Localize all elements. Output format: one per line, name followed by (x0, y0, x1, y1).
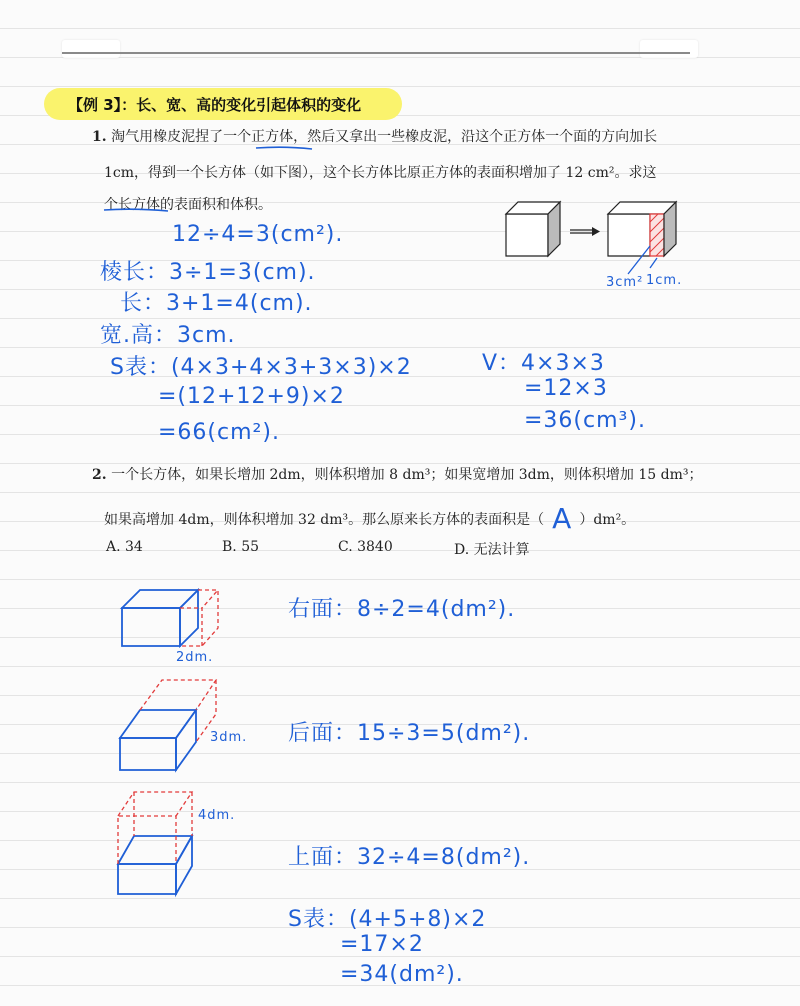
option-b: B. 55 (222, 539, 260, 555)
q2-work-line6: =34(dm²). (340, 962, 464, 987)
option-c: C. 3840 (338, 539, 393, 555)
q1-volume-line2: =12×3 (524, 376, 608, 401)
q1-volume-line1: V：4×3×3 (482, 351, 605, 376)
sketch-label-4dm: 4dm. (198, 808, 236, 823)
option-a: A. 34 (106, 539, 143, 555)
example-title: 【例 3】：长、宽、高的变化引起体积的变化 (68, 96, 362, 114)
option-d: D. 无法计算 (454, 542, 530, 558)
q1-line3: 个长方体的表面积和体积。 (104, 197, 272, 213)
q2-work-line5: =17×2 (340, 932, 424, 957)
q2-work-line3: 上面：32÷4=8(dm²). (288, 845, 531, 870)
fig-area-label: 3cm² (606, 275, 644, 290)
q1-line1-text: 淘气用橡皮泥捏了一个正方体，然后又拿出一些橡皮泥，沿这个正方体一个面的方向加长 (111, 129, 658, 145)
q2-sketch-width (114, 674, 244, 774)
q2-line2-pre: 如果高增加 4dm，则体积增加 32 dm³。那么原来长方体的表面积是（ (104, 512, 545, 528)
q1-work-line5: S表：(4×3+4×3+3×3)×2 (110, 355, 412, 380)
q2-line2 (104, 502, 635, 535)
q2-sketch-height (114, 786, 224, 898)
q1-work-line3: 长：3+1=4(cm). (120, 291, 313, 316)
fig-length-label: 1cm. (646, 273, 683, 288)
q2-sketch-length (118, 584, 228, 654)
q2-number: 2. (92, 467, 107, 483)
q2-work-line4: S表：(4+5+8)×2 (288, 907, 487, 932)
q2-work-line1: 右面：8÷2=4(dm²). (288, 597, 516, 622)
q2-answer: A (552, 502, 572, 535)
q1-work-line2: 棱长：3÷1=3(cm). (100, 260, 316, 285)
q1-volume-line3: =36(cm³). (524, 408, 646, 433)
q1-underlines (0, 0, 800, 220)
q1-work-line6: =(12+12+9)×2 (158, 384, 345, 409)
q2-work-line2: 后面：15÷3=5(dm²). (288, 721, 531, 746)
sketch-label-2dm: 2dm. (176, 650, 214, 665)
q2-line1 (92, 464, 703, 484)
q1-number: 1. (92, 129, 107, 145)
sketch-label-3dm: 3dm. (210, 730, 248, 745)
q2-line2-post: ）dm²。 (579, 512, 636, 528)
q1-line2: 1cm，得到一个长方体（如下图），这个长方体比原正方体的表面积增加了 12 cm²。求这 (104, 165, 657, 181)
q1-work-line1: 12÷4=3(cm²). (172, 222, 344, 247)
q1-work-line4: 宽.高：3cm. (100, 323, 236, 348)
q2-line1-text: 一个长方体，如果长增加 2dm，则体积增加 8 dm³；如果宽增加 3dm，则体积增加 15 dm³； (111, 467, 703, 483)
q1-work-line7: =66(cm²). (158, 420, 280, 445)
